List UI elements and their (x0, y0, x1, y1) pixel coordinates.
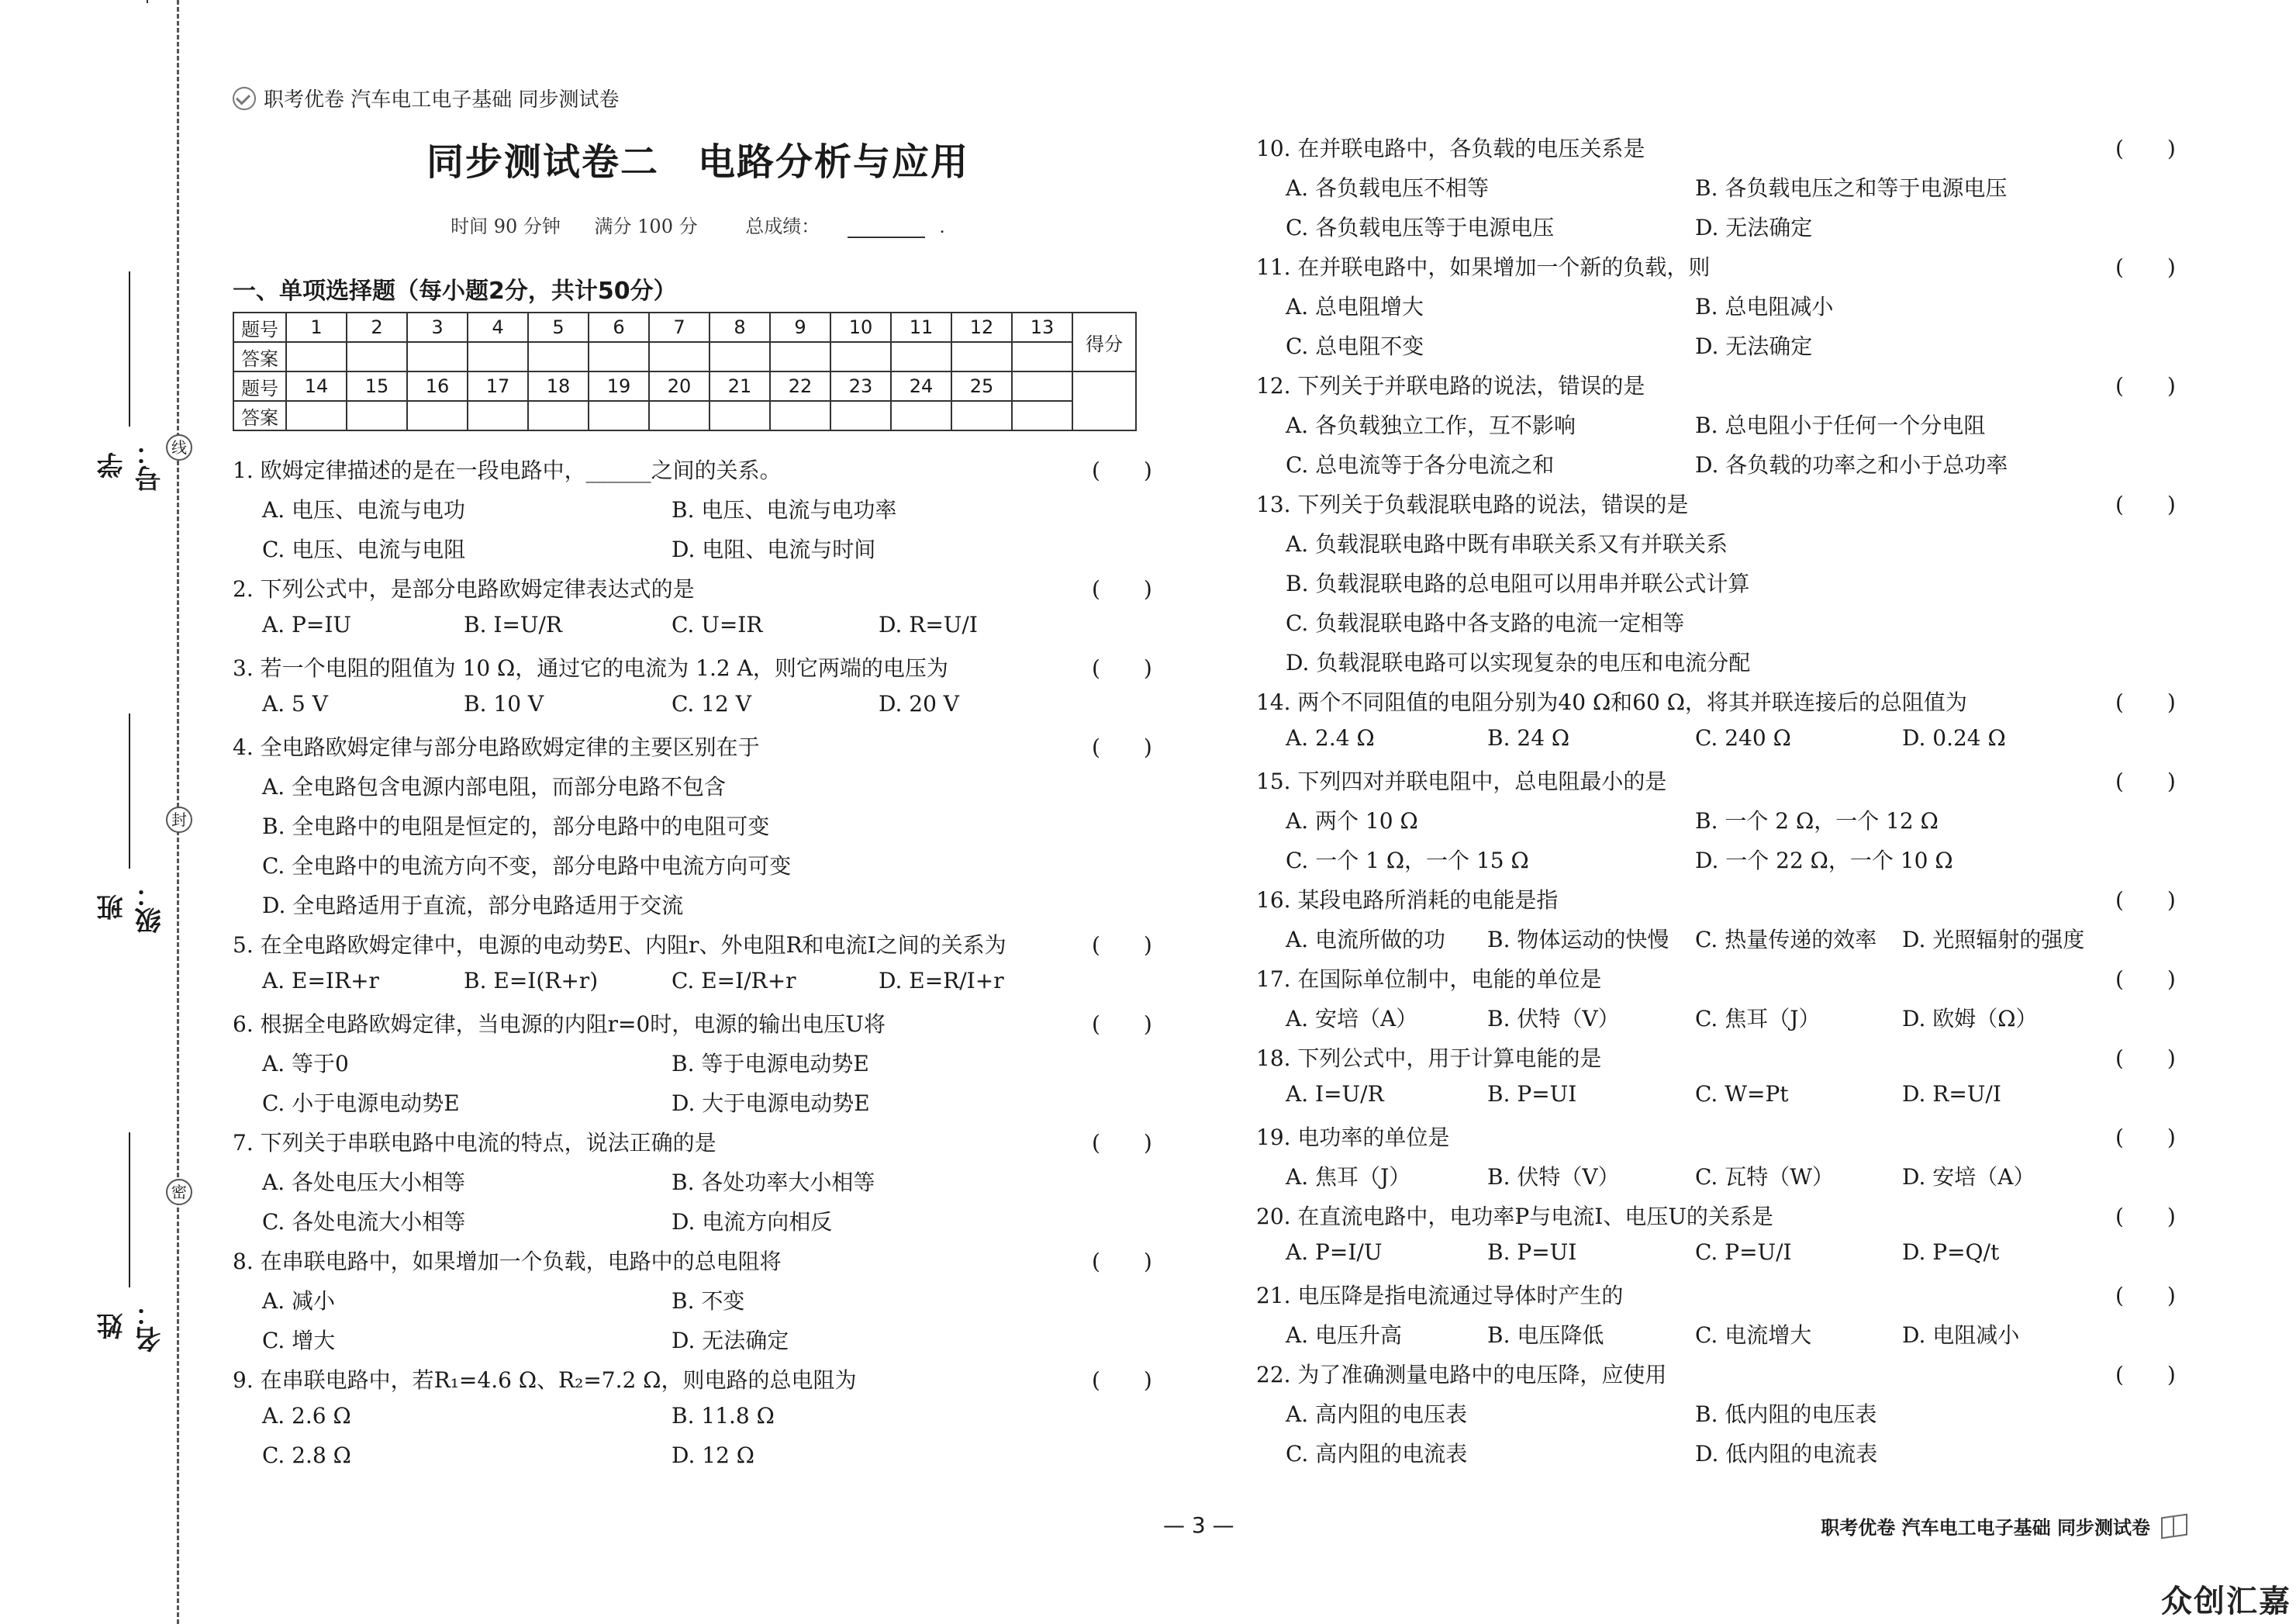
answer-parentheses[interactable]: ( ) (1092, 576, 1152, 602)
question-stem: 13. 下列关于负载混联电路的说法，错误的是 (1256, 492, 1689, 517)
option-b: B. 伏特（V） (1487, 1164, 1620, 1190)
answer-cell[interactable] (286, 342, 347, 371)
footer-text: 职考优卷 汽车电工电子基础 同步测试卷 (1821, 1517, 2150, 1539)
answer-label: 答案 (233, 401, 286, 430)
answer-cell[interactable] (891, 401, 951, 430)
score-cell[interactable] (1072, 371, 1136, 430)
answer-cell[interactable] (1012, 401, 1072, 430)
question-stem: 9. 在串联电路中，若R₁=4.6 Ω、R₂=7.2 Ω，则电路的总电阻为 (233, 1367, 857, 1393)
option-c: C. 高内阻的电流表 (1286, 1441, 1468, 1467)
option-c: C. 12 V (672, 691, 751, 717)
answer-parentheses[interactable]: ( ) (1092, 1011, 1152, 1037)
series-header (233, 84, 620, 112)
question-stem: 22. 为了准确测量电路中的电压降，应使用 (1256, 1362, 1667, 1387)
option-a: A. I=U/R (1286, 1081, 1384, 1107)
answer-cell[interactable] (891, 342, 951, 371)
option-c: C. 总电阻不变 (1286, 333, 1424, 359)
exam-full-score: 满分 100 分 (594, 216, 698, 237)
corner-mark (147, 0, 148, 3)
option-d: D. 无法确定 (672, 1328, 789, 1353)
option-d: D. 12 Ω (672, 1443, 754, 1468)
option-d: D. 光照辐射的强度 (1902, 927, 2085, 952)
question-stem: 18. 下列公式中，用于计算电能的是 (1256, 1045, 1602, 1071)
score-label: 得分 (1072, 313, 1136, 371)
answer-cell[interactable] (710, 342, 770, 371)
section-title: 一、单项选择题（每小题2分，共计50分） (233, 278, 677, 305)
option-a: A. 5 V (262, 691, 328, 717)
binding-seal-char-seal: 封 (166, 807, 192, 833)
question-stem: 7. 下列关于串联电路中电流的特点，说法正确的是 (233, 1130, 716, 1156)
option-a: A. 电流所做的功 (1286, 927, 1446, 952)
option-b: B. P=UI (1487, 1081, 1577, 1107)
table-cell: 3 (407, 313, 468, 342)
answer-parentheses[interactable]: ( ) (2115, 492, 2176, 517)
question-stem: 20. 在直流电路中，电功率P与电流I、电压U的关系是 (1256, 1204, 1773, 1229)
answer-parentheses[interactable]: ( ) (2115, 254, 2176, 280)
option-a: A. 电压、电流与电功 (262, 497, 466, 523)
table-row (233, 313, 1136, 342)
option-c: C. W=Pt (1695, 1081, 1789, 1107)
option-b: B. 11.8 Ω (672, 1403, 775, 1429)
answer-parentheses[interactable]: ( ) (1092, 1130, 1152, 1156)
answer-parentheses[interactable]: ( ) (2115, 1283, 2176, 1308)
class-label: 班级： (97, 881, 166, 934)
option-d: D. R=U/I (1902, 1081, 2001, 1107)
answer-cell[interactable] (407, 401, 468, 430)
option-a: A. 各处电压大小相等 (262, 1170, 466, 1195)
option-d: D. 电流方向相反 (672, 1209, 833, 1235)
answer-parentheses[interactable]: ( ) (2115, 1204, 2176, 1229)
question-stem: 3. 若一个电阻的阻值为 10 Ω，通过它的电流为 1.2 A，则它两端的电压为 (233, 655, 948, 681)
page-title: 同步测试卷二 电路分析与应用 (426, 140, 969, 184)
answer-cell[interactable] (830, 401, 891, 430)
option-b: B. 24 Ω (1487, 725, 1570, 751)
option-b: B. 电压、电流与电功率 (672, 497, 897, 523)
option-d: D. 安培（A） (1902, 1164, 2035, 1190)
row-label: 题号 (233, 371, 286, 401)
option-a: A. P=IU (262, 612, 351, 638)
option-b: B. 负载混联电路的总电阻可以用串并联公式计算 (1286, 571, 1750, 596)
answer-cell[interactable] (1012, 342, 1072, 371)
option-d: D. 20 V (879, 691, 960, 717)
answer-parentheses[interactable]: ( ) (2115, 887, 2176, 913)
table-cell: 20 (649, 371, 710, 401)
question-stem: 6. 根据全电路欧姆定律，当电源的内阻r=0时，电源的输出电压U将 (233, 1011, 886, 1037)
option-b: B. I=U/R (464, 612, 563, 638)
answer-parentheses[interactable]: ( ) (2115, 689, 2176, 715)
answer-cell[interactable] (710, 401, 770, 430)
answer-cell[interactable] (407, 342, 468, 371)
watermark: 众创汇嘉 (2161, 1584, 2291, 1619)
question-stem: 5. 在全电路欧姆定律中，电源的电动势E、内阻r、外电阻R和电流I之间的关系为 (233, 932, 1006, 958)
option-a: A. 等于0 (262, 1051, 349, 1076)
table-cell (1012, 371, 1072, 401)
question-stem: 10. 在并联电路中，各负载的电压关系是 (1256, 136, 1645, 161)
answer-parentheses[interactable]: ( ) (2115, 1125, 2176, 1150)
answer-cell[interactable] (468, 401, 528, 430)
answer-parentheses[interactable]: ( ) (1092, 1367, 1152, 1393)
exam-total-label: 总成绩： (745, 216, 820, 237)
answer-parentheses[interactable]: ( ) (1092, 655, 1152, 681)
answer-parentheses[interactable]: ( ) (1092, 1249, 1152, 1274)
question-stem: 15. 下列四对并联电阻中，总电阻最小的是 (1256, 769, 1667, 794)
option-d: D. 全电路适用于直流，部分电路适用于交流 (262, 893, 684, 918)
answer-cell[interactable] (770, 342, 830, 371)
answer-cell[interactable] (286, 401, 347, 430)
option-b: B. 低内阻的电压表 (1695, 1401, 1877, 1427)
option-c: C. 总电流等于各分电流之和 (1286, 452, 1555, 478)
option-d: D. P=Q/t (1902, 1239, 2000, 1265)
table-cell: 9 (770, 313, 830, 342)
answer-cell[interactable] (347, 342, 407, 371)
answer-cell[interactable] (649, 342, 710, 371)
option-d: D. R=U/I (879, 612, 978, 638)
answer-cell[interactable] (589, 401, 649, 430)
table-cell: 16 (407, 371, 468, 401)
question-stem: 12. 下列关于并联电路的说法，错误的是 (1256, 373, 1645, 399)
answer-cell[interactable] (589, 342, 649, 371)
table-cell: 15 (347, 371, 407, 401)
answer-parentheses[interactable]: ( ) (1092, 932, 1152, 958)
answer-cell[interactable] (528, 401, 589, 430)
option-b: B. 总电阻小于任何一个分电阻 (1695, 413, 1986, 438)
option-d: D. 无法确定 (1695, 215, 1813, 240)
answer-parentheses[interactable]: ( ) (2115, 1362, 2176, 1387)
table-cell: 12 (951, 313, 1012, 342)
table-row (233, 371, 1136, 401)
student-id-rule (129, 271, 130, 427)
option-d: D. 一个 22 Ω，一个 10 Ω (1695, 848, 1953, 873)
name-rule (129, 1132, 130, 1287)
answer-parentheses[interactable]: ( ) (2115, 966, 2176, 992)
answer-cell[interactable] (770, 401, 830, 430)
option-a: A. 2.4 Ω (1286, 725, 1375, 751)
answer-parentheses[interactable]: ( ) (2115, 373, 2176, 399)
question-stem: 19. 电功率的单位是 (1256, 1125, 1450, 1150)
option-b: B. 等于电源电动势E (672, 1051, 869, 1076)
exam-time: 时间 90 分钟 (451, 216, 561, 237)
answer-cell[interactable] (347, 401, 407, 430)
option-a: A. 各负载独立工作，互不影响 (1286, 413, 1576, 438)
answer-cell[interactable] (830, 342, 891, 371)
table-cell: 11 (891, 313, 951, 342)
option-a: A. 安培（A） (1286, 1006, 1418, 1031)
table-row (233, 342, 1136, 371)
answer-parentheses[interactable]: ( ) (1092, 734, 1152, 760)
table-cell: 6 (589, 313, 649, 342)
option-d: D. 低内阻的电流表 (1695, 1441, 1878, 1467)
table-cell: 17 (468, 371, 528, 401)
option-b: B. 电压降低 (1487, 1322, 1604, 1348)
row-label: 题号 (233, 313, 286, 342)
checkmark-icon (233, 87, 256, 110)
option-a: A. E=IR+r (262, 968, 379, 993)
option-b: B. 一个 2 Ω，一个 12 Ω (1695, 808, 1939, 834)
table-cell: 21 (710, 371, 770, 401)
question-stem: 16. 某段电路所消耗的电能是指 (1256, 887, 1559, 913)
option-b: B. P=UI (1487, 1239, 1577, 1265)
option-b: B. 伏特（V） (1487, 1006, 1620, 1031)
question-stem: 8. 在串联电路中，如果增加一个负载，电路中的总电阻将 (233, 1249, 782, 1274)
table-cell: 1 (286, 313, 347, 342)
answer-parentheses[interactable]: ( ) (2115, 769, 2176, 794)
binding-seal-char-close: 密 (166, 1179, 192, 1205)
answer-cell[interactable] (468, 342, 528, 371)
option-d: D. 各负载的功率之和小于总功率 (1695, 452, 2008, 478)
option-d: D. E=R/I+r (879, 968, 1004, 993)
option-c: C. 全电路中的电流方向不变，部分电路中电流方向可变 (262, 853, 792, 879)
option-c: C. 瓦特（W） (1695, 1164, 1835, 1190)
option-a: A. 减小 (262, 1288, 336, 1314)
option-b: B. E=I(R+r) (464, 968, 599, 993)
answer-table (233, 312, 1137, 431)
option-b: B. 不变 (672, 1288, 745, 1314)
option-a: A. 各负载电压不相等 (1286, 175, 1490, 201)
answer-cell[interactable] (951, 401, 1012, 430)
option-a: A. 负载混联电路中既有串联关系又有并联关系 (1286, 531, 1728, 557)
option-d: D. 大于电源电动势E (672, 1090, 870, 1116)
question-stem: 11. 在并联电路中，如果增加一个新的负载，则 (1256, 254, 1711, 280)
option-d: D. 无法确定 (1695, 333, 1813, 359)
question-stem: 17. 在国际单位制中，电能的单位是 (1256, 966, 1602, 992)
option-c: C. 热量传递的效率 (1695, 927, 1877, 952)
option-b: B. 全电路中的电阻是恒定的，部分电路中的电阻可变 (262, 814, 770, 839)
option-b: B. 总电阻减小 (1695, 294, 1834, 320)
option-c: C. 增大 (262, 1328, 336, 1353)
footer (1821, 1512, 2187, 1539)
table-cell: 22 (770, 371, 830, 401)
option-c: C. E=I/R+r (672, 968, 796, 993)
table-cell: 13 (1012, 313, 1072, 342)
option-a: A. P=I/U (1286, 1239, 1383, 1265)
question-stem: 14. 两个不同阻值的电阻分别为40 Ω和60 Ω，将其并联连接后的总阻值为 (1256, 689, 1967, 715)
table-cell: 2 (347, 313, 407, 342)
question-stem: 2. 下列公式中，是部分电路欧姆定律表达式的是 (233, 576, 695, 602)
book-icon (2161, 1513, 2187, 1539)
question-stem: 4. 全电路欧姆定律与部分电路欧姆定律的主要区别在于 (233, 734, 760, 760)
option-b: B. 10 V (464, 691, 544, 717)
answer-label: 答案 (233, 342, 286, 371)
option-b: B. 物体运动的快慢 (1487, 927, 1669, 952)
question-stem: 21. 电压降是指电流通过导体时产生的 (1256, 1283, 1624, 1308)
option-c: C. 各处电流大小相等 (262, 1209, 466, 1235)
option-d: D. 负载混联电路可以实现复杂的电压和电流分配 (1286, 650, 1751, 676)
table-cell: 7 (649, 313, 710, 342)
option-c: C. 2.8 Ω (262, 1443, 351, 1468)
option-d: D. 欧姆（Ω） (1902, 1006, 2038, 1031)
page-number: — 3 — (1163, 1512, 1234, 1538)
table-cell: 23 (830, 371, 891, 401)
option-c: C. 电流增大 (1695, 1322, 1812, 1348)
table-cell: 19 (589, 371, 649, 401)
table-cell: 5 (528, 313, 589, 342)
name-label: 姓名： (97, 1300, 166, 1353)
option-c: C. U=IR (672, 612, 763, 638)
table-cell: 8 (710, 313, 770, 342)
option-c: C. 240 Ω (1695, 725, 1791, 751)
option-a: A. 2.6 Ω (262, 1403, 351, 1429)
table-cell: 4 (468, 313, 528, 342)
total-score-blank[interactable] (848, 218, 925, 238)
option-a: A. 两个 10 Ω (1286, 808, 1418, 834)
student-id-label: 学号： (97, 439, 166, 492)
option-a: A. 全电路包含电源内部电阻，而部分电路不包含 (262, 774, 727, 800)
option-a: A. 电压升高 (1286, 1322, 1403, 1348)
answer-parentheses[interactable]: ( ) (2115, 1045, 2176, 1071)
table-cell: 24 (891, 371, 951, 401)
table-cell: 25 (951, 371, 1012, 401)
option-c: C. 焦耳（J） (1695, 1006, 1821, 1031)
table-cell: 18 (528, 371, 589, 401)
option-b: B. 各负载电压之和等于电源电压 (1695, 175, 2008, 201)
option-a: A. 总电阻增大 (1286, 294, 1424, 320)
option-a: A. 焦耳（J） (1286, 1164, 1411, 1190)
option-d: D. 0.24 Ω (1902, 725, 2006, 751)
option-c: C. 小于电源电动势E (262, 1090, 460, 1116)
answer-cell[interactable] (951, 342, 1012, 371)
option-d: D. 电阻减小 (1902, 1322, 2020, 1348)
option-c: C. P=U/I (1695, 1239, 1792, 1265)
question-stem: 1. 欧姆定律描述的是在一段电路中，______之间的关系。 (233, 458, 782, 483)
answer-parentheses[interactable]: ( ) (2115, 136, 2176, 161)
table-cell: 14 (286, 371, 347, 401)
table-row (233, 401, 1136, 430)
exam-meta: 时间 90 分钟 满分 100 分 总成绩： . (451, 216, 945, 237)
answer-cell[interactable] (649, 401, 710, 430)
answer-parentheses[interactable]: ( ) (1092, 458, 1152, 483)
option-c: C. 一个 1 Ω，一个 15 Ω (1286, 848, 1529, 873)
option-c: C. 各负载电压等于电源电压 (1286, 215, 1555, 240)
binding-seal-char-line: 线 (166, 434, 192, 461)
answer-cell[interactable] (528, 342, 589, 371)
option-c: C. 负载混联电路中各支路的电流一定相等 (1286, 610, 1685, 636)
option-a: A. 高内阻的电压表 (1286, 1401, 1468, 1427)
class-rule (129, 714, 130, 869)
option-b: B. 各处功率大小相等 (672, 1170, 875, 1195)
table-cell: 10 (830, 313, 891, 342)
option-c: C. 电压、电流与电阻 (262, 537, 466, 562)
series-header-text: 职考优卷 汽车电工电子基础 同步测试卷 (264, 88, 620, 112)
option-d: D. 电阻、电流与时间 (672, 537, 876, 562)
